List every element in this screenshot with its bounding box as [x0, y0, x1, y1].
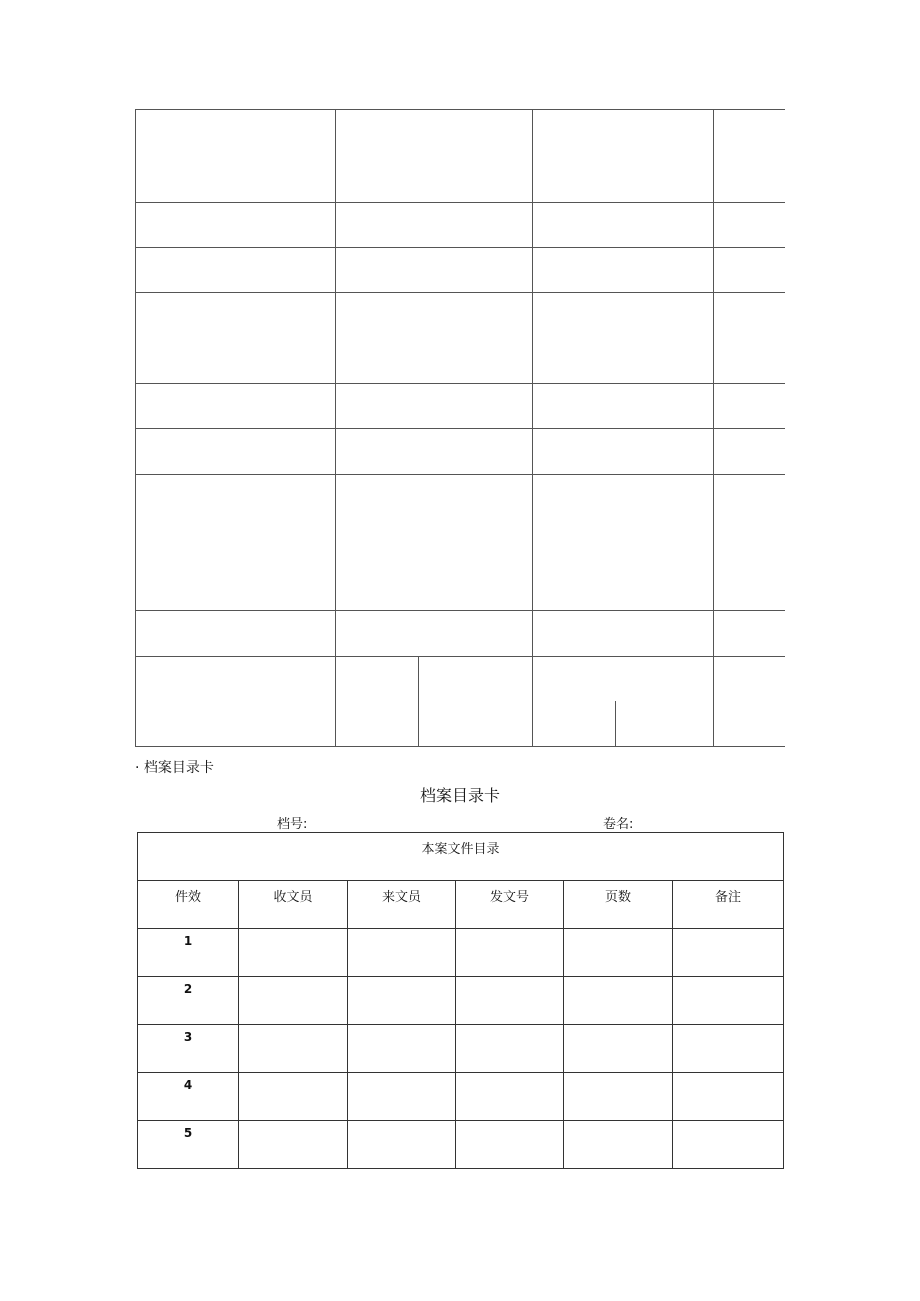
table-cell — [348, 1073, 456, 1121]
grid-line — [418, 656, 419, 747]
table-cell — [673, 1121, 784, 1169]
card-title: 档案目录卡 — [419, 786, 500, 805]
table-cell — [348, 977, 456, 1025]
table-cell — [456, 1121, 564, 1169]
row-number: 2 — [138, 977, 239, 1025]
grid-line — [135, 428, 785, 429]
grid-line — [135, 202, 785, 203]
table-cell — [456, 977, 564, 1025]
table-cell — [564, 1073, 673, 1121]
column-header-count: 件效 — [138, 881, 239, 929]
column-header-doc-number: 发文号 — [456, 881, 564, 929]
grid-line — [615, 701, 616, 747]
column-header-remarks: 备注 — [673, 881, 784, 929]
grid-line — [135, 109, 136, 747]
column-header-sender: 来文员 — [348, 881, 456, 929]
table-caption: 本案文件目录 — [138, 833, 784, 881]
table-row — [138, 1073, 784, 1121]
grid-line — [135, 292, 785, 293]
grid-line — [135, 610, 785, 611]
file-number-label: 档号: — [277, 817, 308, 832]
table-row — [138, 1025, 784, 1073]
table-row — [138, 977, 784, 1025]
grid-line — [135, 656, 785, 657]
row-number: 3 — [138, 1025, 239, 1073]
column-header-pages: 页数 — [564, 881, 673, 929]
table-cell — [673, 977, 784, 1025]
table-cell — [348, 1121, 456, 1169]
table-cell — [239, 1025, 348, 1073]
row-number: 1 — [138, 929, 239, 977]
table-cell — [456, 1025, 564, 1073]
volume-name-label: 卷名: — [603, 817, 634, 832]
table-cell — [456, 929, 564, 977]
table-header-row — [138, 881, 784, 929]
grid-line — [335, 109, 336, 747]
table-cell — [564, 929, 673, 977]
table-row — [138, 929, 784, 977]
table-cell — [239, 1073, 348, 1121]
row-number: 4 — [138, 1073, 239, 1121]
catalog-table — [137, 832, 784, 1169]
table-cell — [564, 1025, 673, 1073]
grid-line — [135, 746, 785, 747]
row-number: 5 — [138, 1121, 239, 1169]
table-caption-row — [138, 833, 784, 881]
grid-line — [135, 247, 785, 248]
table-row — [138, 1121, 784, 1169]
table-cell — [239, 977, 348, 1025]
grid-line — [135, 383, 785, 384]
column-header-receiver: 收文员 — [239, 881, 348, 929]
grid-line — [532, 109, 533, 747]
table-cell — [239, 929, 348, 977]
table-cell — [673, 1073, 784, 1121]
table-cell — [673, 929, 784, 977]
section-label: · 档案目录卡 — [135, 760, 214, 776]
table-cell — [673, 1025, 784, 1073]
grid-line — [135, 109, 785, 110]
table-cell — [239, 1121, 348, 1169]
table-cell — [348, 929, 456, 977]
grid-line — [135, 474, 785, 475]
table-cell — [456, 1073, 564, 1121]
table-cell — [564, 1121, 673, 1169]
grid-line — [713, 109, 714, 747]
table-cell — [348, 1025, 456, 1073]
table-cell — [564, 977, 673, 1025]
